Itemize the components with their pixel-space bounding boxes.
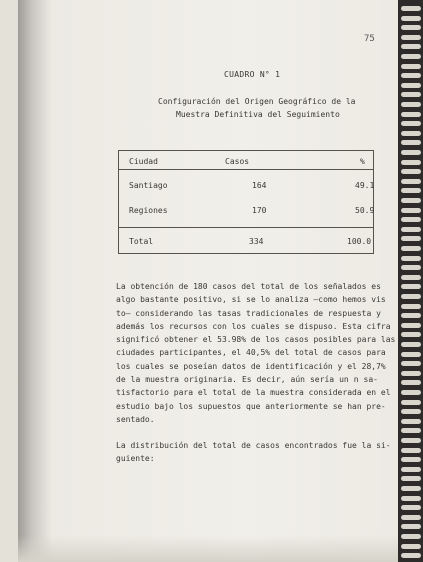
data-table [118, 150, 374, 254]
paragraph-line: La obtención de 180 casos del total de los señalados es [116, 282, 381, 291]
paragraph-line: ciudades participantes, el 40,5% del total de casos para [116, 348, 386, 358]
binding-ring [401, 371, 421, 376]
row-regiones-cases: 170 [252, 206, 267, 215]
binding-ring [401, 496, 421, 501]
binding-ring [401, 6, 421, 11]
binding-ring [401, 256, 421, 261]
binding-ring [401, 188, 421, 193]
paragraph-line: estudio bajo los supuestos que anteriormente se han pre- [116, 401, 386, 411]
binding-ring [401, 476, 421, 481]
binding-ring [401, 102, 421, 107]
binding-ring [401, 400, 421, 405]
binding-ring [401, 524, 421, 529]
page-number: 75 [364, 34, 375, 44]
binding-ring [401, 16, 421, 21]
binding-ring [401, 342, 421, 347]
distribution-line: guiente: [116, 454, 155, 464]
binding-ring [401, 73, 421, 78]
binding-ring [401, 352, 421, 357]
paragraph-line: algo bastante positivo, si se lo analiza —como hemos vis [116, 295, 386, 305]
paragraph-line: to— considerando las tasas tradicionales de respuesta y [116, 308, 381, 318]
binding-ring [401, 486, 421, 491]
binding-ring [401, 294, 421, 299]
header-casos: Casos [225, 157, 250, 166]
binding-ring [401, 112, 421, 117]
binding-ring [401, 284, 421, 289]
binding-ring [401, 208, 421, 213]
binding-ring [401, 35, 421, 40]
binding-ring [401, 64, 421, 69]
table-label: CUADRO N° 1 [224, 70, 281, 79]
paragraph-line: además los recursos con los cuales se dispuso. Esta cifra [116, 321, 391, 331]
paragraph-line: los cuales se poseían datos de identificación y el 28,7% [116, 361, 386, 371]
binding-ring [401, 544, 421, 549]
binding-ring [401, 438, 421, 443]
binding-ring [401, 236, 421, 241]
header-ciudad: Ciudad [129, 157, 158, 166]
binding-ring [401, 553, 421, 558]
binding-ring [401, 361, 421, 366]
binding-ring [401, 419, 421, 424]
binding-ring [401, 83, 421, 88]
binding-ring [401, 275, 421, 280]
binding-ring [401, 332, 421, 337]
total-percent: 100.0 [347, 237, 372, 246]
binding-ring [401, 246, 421, 251]
binding-ring [401, 25, 421, 30]
binding-ring [401, 428, 421, 433]
binding-ring [401, 313, 421, 318]
binding-ring [401, 140, 421, 145]
paragraph-line: de la muestra originaria. Es decir, aún sería un n sa- [116, 375, 378, 385]
binding-ring [401, 409, 421, 414]
total-divider [119, 227, 373, 228]
binding-ring [401, 323, 421, 328]
binding-ring [401, 457, 421, 462]
binding-ring [401, 150, 421, 155]
binding-ring [401, 44, 421, 49]
binding-ring [401, 515, 421, 520]
binding-ring [401, 304, 421, 309]
binding-ring [401, 227, 421, 232]
binding-ring [401, 448, 421, 453]
binding-ring [401, 505, 421, 510]
binding-ring [401, 217, 421, 222]
row-regiones-city: Regiones [129, 206, 168, 215]
binding-ring [401, 54, 421, 59]
binding-ring [401, 534, 421, 539]
row-santiago-percent: 49.1 [355, 181, 375, 190]
row-santiago-cases: 164 [252, 181, 267, 190]
binding-ring [401, 92, 421, 97]
binding-ring [401, 265, 421, 270]
binding-ring [401, 121, 421, 126]
table-title-line-1: Configuración del Origen Geográfico de la [158, 97, 356, 106]
binding-ring [401, 380, 421, 385]
table-title-line-2: Muestra Definitiva del Seguimiento [176, 110, 340, 119]
page-edge-shadow [18, 535, 398, 562]
total-cases: 334 [249, 237, 264, 246]
total-label: Total [129, 237, 154, 246]
binding-ring [401, 390, 421, 395]
row-santiago-city: Santiago [129, 181, 168, 190]
binding-ring [401, 131, 421, 136]
distribution-line: La distribución del total de casos encontrados fue la si- [116, 441, 391, 450]
paragraph-line: sentado. [116, 414, 155, 424]
distribution-paragraph [116, 439, 391, 466]
row-regiones-percent: 50.9 [355, 206, 375, 215]
paragraph-line: significó obtener el 53.98% de los casos posibles para las [116, 335, 396, 345]
binding-ring [401, 198, 421, 203]
binding-ring [401, 179, 421, 184]
body-paragraph [116, 280, 396, 426]
binding-ring [401, 160, 421, 165]
paragraph-line: tisfactorio para el total de la muestra considerada en el [116, 388, 391, 398]
binding-ring [401, 169, 421, 174]
header-divider [119, 169, 373, 170]
binding-ring [401, 467, 421, 472]
header-percent: % [360, 157, 365, 166]
